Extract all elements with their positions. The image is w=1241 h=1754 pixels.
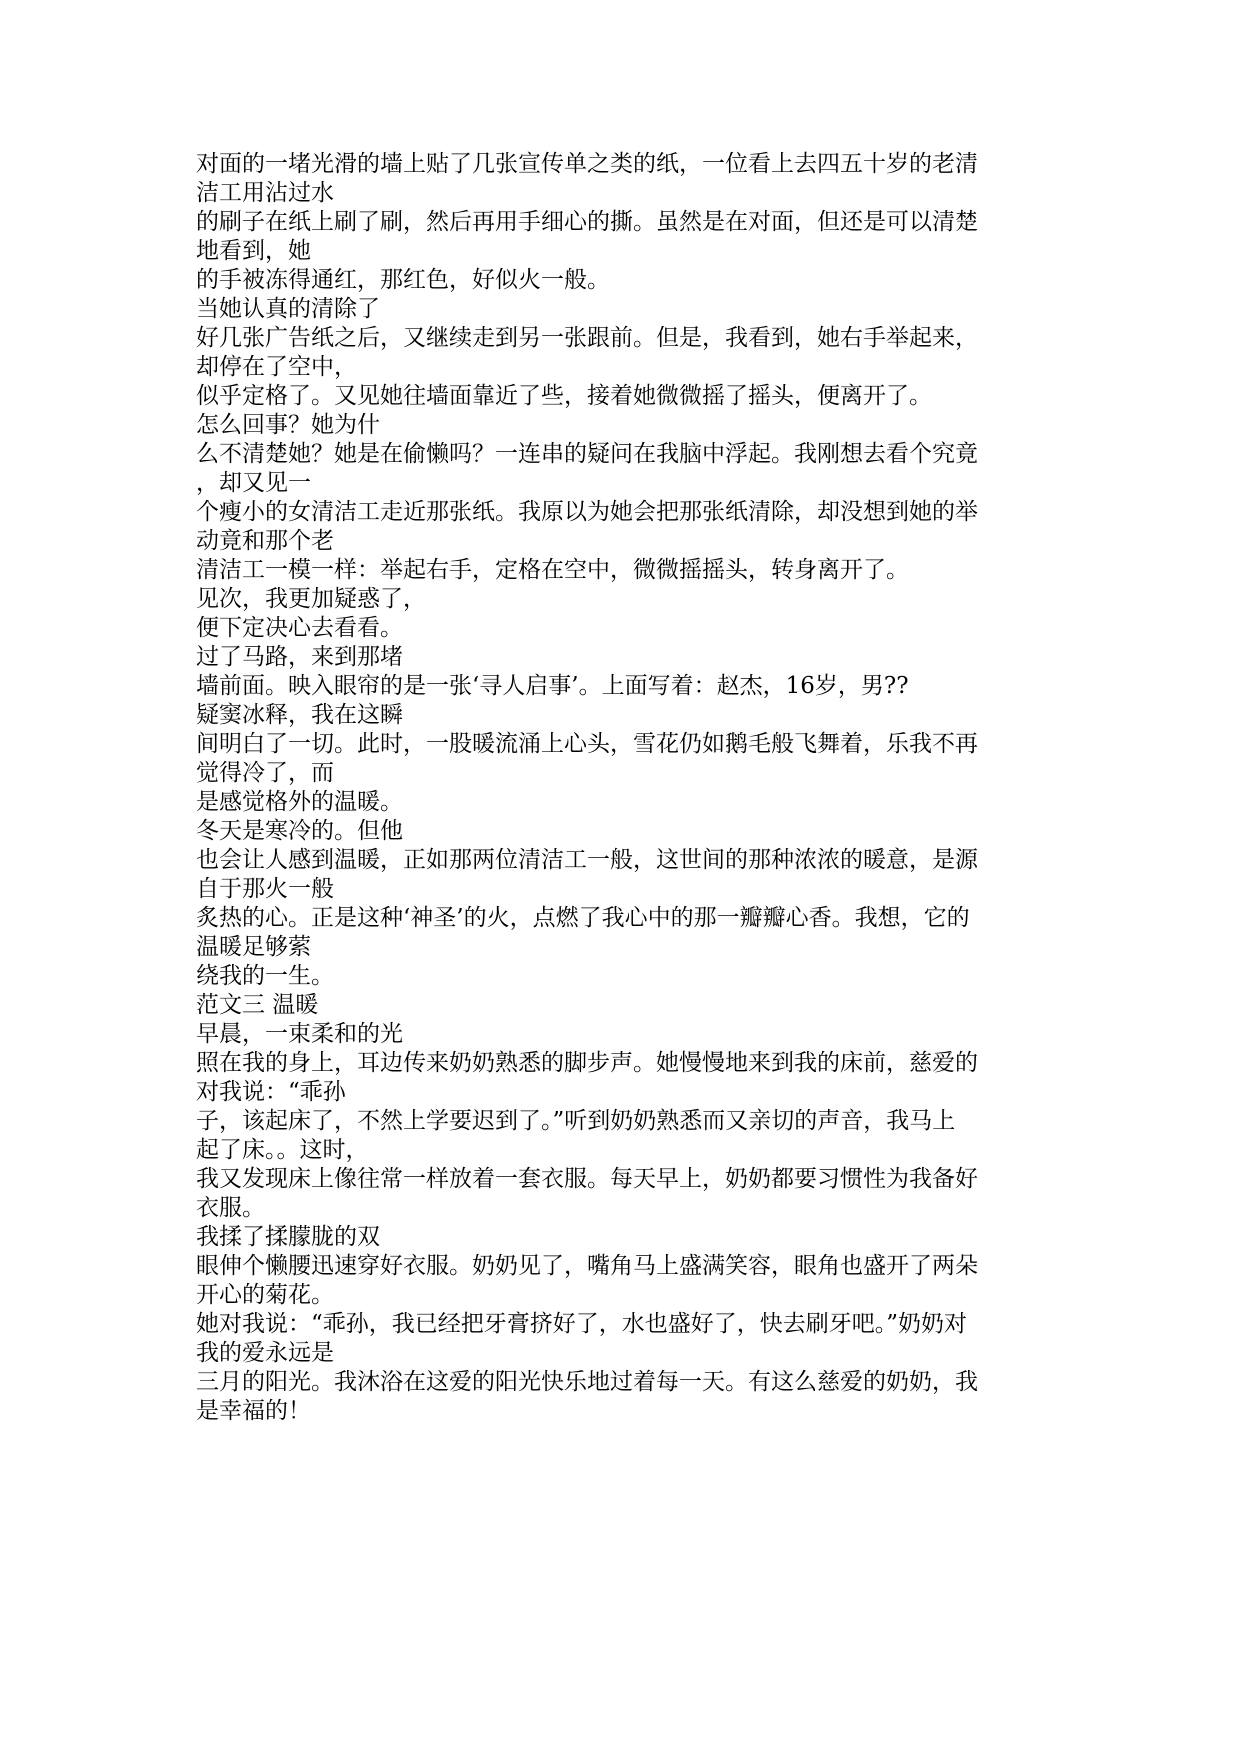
text-line: 冬天是寒冷的。但他	[196, 818, 403, 844]
text-line: 却停在了空中，	[196, 354, 357, 380]
text-line: 墙前面。映入眼帘的是一张‘寻人启事’。上面写着：赵杰，16岁，男??	[196, 673, 909, 699]
text-line: 清洁工一模一样：举起右手，定格在空中，微微摇摇头，转身离开了。	[196, 557, 909, 583]
text-line: 的刷子在纸上刷了刷，然后再用手细心的撕。虽然是在对面，但还是可以清楚	[196, 209, 978, 235]
text-line: 衣服。	[196, 1195, 265, 1221]
text-line: 绕我的一生。	[196, 963, 334, 989]
text-line: 早晨，一束柔和的光	[196, 1021, 403, 1047]
text-line: 我又发现床上像往常一样放着一套衣服。每天早上，奶奶都要习惯性为我备好	[196, 1166, 978, 1192]
text-line: 动竟和那个老	[196, 528, 334, 554]
text-line: 间明白了一切。此时，一股暖流涌上心头，雪花仍如鹅毛般飞舞着，乐我不再	[196, 731, 978, 757]
text-line: 个瘦小的女清洁工走近那张纸。我原以为她会把那张纸清除，却没想到她的举	[196, 499, 978, 525]
document-page	[196, 150, 1056, 1426]
text-line: 也会让人感到温暖，正如那两位清洁工一般，这世间的那种浓浓的暖意，是源	[196, 847, 978, 873]
text-line: 我揉了揉朦胧的双	[196, 1224, 380, 1250]
text-line: 开心的菊花。	[196, 1282, 334, 1308]
text-line: 似乎定格了。又见她往墙面靠近了些，接着她微微摇了摇头，便离开了。	[196, 383, 932, 409]
text-line: 是感觉格外的温暖。	[196, 789, 403, 815]
text-line: 么不清楚她？她是在偷懒吗？一连串的疑问在我脑中浮起。我刚想去看个究竟	[196, 441, 978, 467]
text-line: 她对我说：“乖孙，我已经把牙膏挤好了，水也盛好了，快去刷牙吧。”奶奶对	[196, 1311, 968, 1337]
text-line: 好几张广告纸之后，又继续走到另一张跟前。但是，我看到，她右手举起来，	[196, 325, 978, 351]
text-line: 温暖足够萦	[196, 934, 311, 960]
text-line: 自于那火一般	[196, 876, 334, 902]
text-line: 见次，我更加疑惑了，	[196, 586, 426, 612]
text-line: 觉得冷了，而	[196, 760, 334, 786]
text-line: 照在我的身上，耳边传来奶奶熟悉的脚步声。她慢慢地来到我的床前，慈爱的	[196, 1050, 978, 1076]
text-line: 炙热的心。正是这种‘神圣’的火，点燃了我心中的那一瓣瓣心香。我想，它的	[196, 905, 970, 931]
text-line: 对我说：“乖孙	[196, 1079, 346, 1105]
text-line: 的手被冻得通红，那红色，好似火一般。	[196, 267, 610, 293]
text-line: 便下定决心去看看。	[196, 615, 403, 641]
text-line: 疑窦冰释，我在这瞬	[196, 702, 403, 728]
text-line: 子，该起床了，不然上学要迟到了。”听到奶奶熟悉而又亲切的声音，我马上	[196, 1108, 956, 1134]
text-line: 怎么回事？她为什	[196, 412, 380, 438]
text-line: 起了床。。这时，	[196, 1137, 369, 1163]
text-line: 三月的阳光。我沐浴在这爱的阳光快乐地过着每一天。有这么慈爱的奶奶，我	[196, 1369, 978, 1395]
text-line: 当她认真的清除了	[196, 296, 380, 322]
text-line: 地看到，她	[196, 238, 311, 264]
text-line: 我的爱永远是	[196, 1340, 334, 1366]
text-line: 过了马路，来到那堵	[196, 644, 403, 670]
text-line: 对面的一堵光滑的墙上贴了几张宣传单之类的纸，一位看上去四五十岁的老清	[196, 151, 978, 177]
text-line: 眼伸个懒腰迅速穿好衣服。奶奶见了，嘴角马上盛满笑容，眼角也盛开了两朵	[196, 1253, 978, 1279]
text-line: 是幸福的！	[196, 1398, 311, 1424]
section-heading: 范文三 温暖	[196, 992, 319, 1018]
text-line: 洁工用沾过水	[196, 180, 334, 206]
text-line: ，却又见一	[196, 470, 311, 496]
